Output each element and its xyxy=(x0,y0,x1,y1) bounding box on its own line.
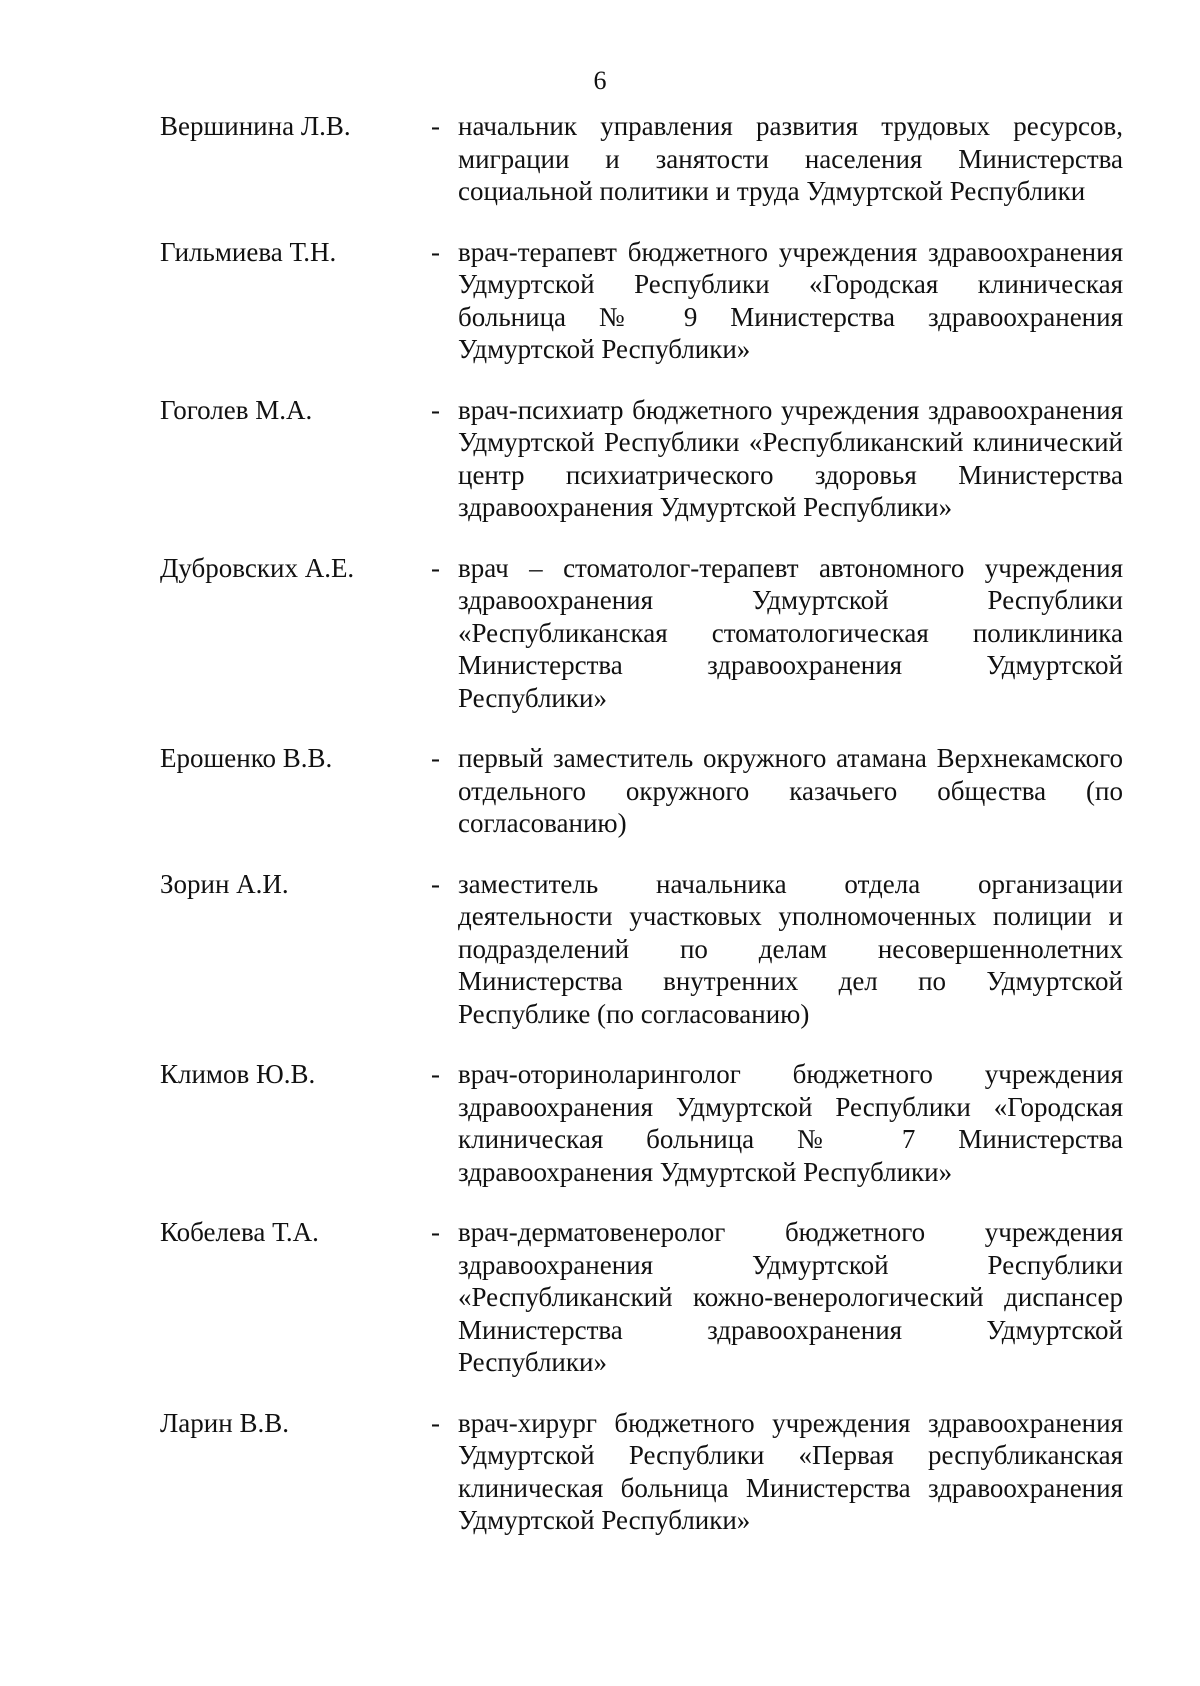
member-name: Кобелева Т.А. xyxy=(160,1217,319,1247)
member-name: Дубровских А.Е. xyxy=(160,552,355,583)
member-name: Гильмиева Т.Н. xyxy=(160,236,337,267)
separator-dash: - xyxy=(431,743,440,773)
list-item xyxy=(0,1407,1200,1537)
member-position: врач-дерматовенеролог бюджетного учреждения здравоохранения Удмуртской Республики «Республиканский кожно-венерологический диспансер Министерства здравоохранения Удмуртской Республики» xyxy=(458,1217,1123,1377)
separator-dash: - xyxy=(431,111,440,141)
separator-dash: - xyxy=(431,1217,440,1247)
member-name: Ларин В.В. xyxy=(160,1407,289,1438)
list-item xyxy=(0,742,1200,840)
list-item xyxy=(0,868,1200,1031)
member-list xyxy=(0,110,1200,1565)
separator-dash: - xyxy=(431,1059,440,1089)
member-position: врач-оториноларинголог бюджетного учреждения здравоохранения Удмуртской Республики «Городская клиническая больница № 7 Министерства здравоохранения Удмуртской Республики» xyxy=(458,1059,1123,1187)
member-name: Гоголев М.А. xyxy=(160,394,313,425)
member-position: первый заместитель окружного атамана Верхнекамского отдельного окружного казачьего общества (по согласованию) xyxy=(458,743,1123,838)
separator-dash: - xyxy=(431,1407,440,1438)
separator-dash: - xyxy=(431,552,440,583)
member-position: заместитель начальника отдела организации деятельности участковых уполномоченных полиции и подразделений по делам несовершеннолетних Министерства внутренних дел по Удмуртской Республике (по согласованию) xyxy=(458,868,1123,1029)
member-position: врач – стоматолог-терапевт автономного учреждения здравоохранения Удмуртской Республики «Республиканская стоматологическая поликлиника Министерства здравоохранения Удмуртской Республики» xyxy=(458,552,1123,713)
list-item xyxy=(0,552,1200,715)
member-name: Ерошенко В.В. xyxy=(160,743,333,773)
member-position: врач-терапевт бюджетного учреждения здравоохранения Удмуртской Республики «Городская клиническая больница № 9 Министерства здравоохранения Удмуртской Республики» xyxy=(458,236,1123,364)
list-item xyxy=(0,1058,1200,1188)
separator-dash: - xyxy=(431,236,440,267)
separator-dash: - xyxy=(431,868,440,899)
member-position: начальник управления развития трудовых ресурсов, миграции и занятости населения Министерства социальной политики и труда Удмуртской Республики xyxy=(458,111,1123,206)
member-name: Зорин А.И. xyxy=(160,868,289,899)
member-position: врач-психиатр бюджетного учреждения здравоохранения Удмуртской Республики «Республиканский клинический центр психиатрического здоровья Министерства здравоохранения Удмуртской Республики» xyxy=(458,394,1123,522)
member-name: Вершинина Л.В. xyxy=(160,111,351,141)
separator-dash: - xyxy=(431,394,440,425)
list-item xyxy=(0,394,1200,524)
member-name: Климов Ю.В. xyxy=(160,1059,316,1089)
list-item xyxy=(0,236,1200,366)
list-item xyxy=(0,110,1200,208)
list-item xyxy=(0,1216,1200,1379)
page-number: 6 xyxy=(593,66,607,95)
member-position: врач-хирург бюджетного учреждения здравоохранения Удмуртской Республики «Первая республиканская клиническая больница Министерства здравоохранения Удмуртской Республики» xyxy=(458,1407,1123,1535)
